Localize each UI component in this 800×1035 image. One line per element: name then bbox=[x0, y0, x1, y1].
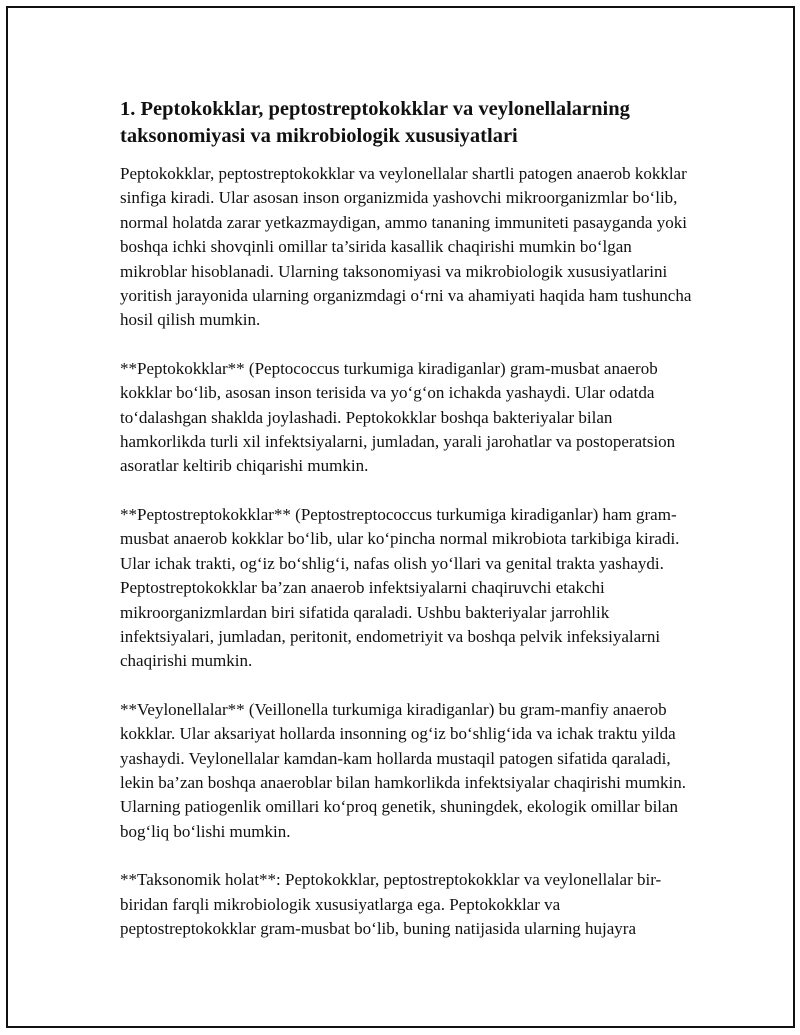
document-body bbox=[120, 96, 692, 941]
document-page bbox=[6, 6, 795, 1028]
paragraph-veylonellalar: **Veylonellalar** (Veillonella turkumiga kiradiganlar) bu gram-manfiy anaerob kokklar. Ular aksariyat hollarda insonning og‘iz bo‘shlig‘ida va ichak traktu yilda yashaydi. Veylonellalar kamdan-kam hollarda mustaqil patogen sifatida qaraladi, lekin ba’zan boshqa anaeroblar bilan hamkorlikda infektsiyalar chaqirishi mumkin. Ularning patiogenlik omillari ko‘proq genetik, shuningdek, ekologik omillar bilan bog‘liq bo‘lishi mumkin. bbox=[120, 699, 687, 841]
section-heading: 1. Peptokokklar, peptostreptokokklar va veylonellalarning taksonomiyasi va mikrobiologik xususiyatlari bbox=[120, 98, 630, 147]
paragraph-taksonomik-holat: **Taksonomik holat**: Peptokokklar, peptostreptokokklar va veylonellalar bir-biridan farqli mikrobiologik xususiyatlarga ega. Peptokokklar va peptostreptokokklar gram-musbat bo‘lib, buning natijasida ularning hujayra bbox=[120, 870, 662, 938]
paragraph-peptostreptokokklar: **Peptostreptokokklar** (Peptostreptococcus turkumiga kiradiganlar) ham gram-musbat anaerob kokklar bo‘lib, ular ko‘pincha normal mikrobiota tarkibiga kiradi. Ular ichak trakti, og‘iz bo‘shlig‘i, nafas olish yo‘llari va genital trakta yashaydi. Peptostreptokokklar ba’zan anaerob infektsiyalarni chaqiruvchi etakchi mikroorganizmlardan biri sifatida qaraladi. Ushbu bakteriyalar jarrohlik infektsiyalari, jumladan, peritonit, endometriyit va boshqa pelvik infeksiyalarni chaqirishi mumkin. bbox=[120, 504, 680, 671]
paragraph-intro: Peptokokklar, peptostreptokokklar va veylonellalar shartli patogen anaerob kokklar sinfiga kiradi. Ular asosan inson organizmida yashovchi mikroorganizmlar bo‘lib, normal holatda zarar yetkazmaydigan, ammo tananing immuniteti pasayganda yoki boshqa ichki shovqinli omillar ta’sirida kasallik chaqirishi mumkin bo‘lgan mikroblar hisoblanadi. Ularning taksonomiyasi va mikrobiologik xususiyatlarini yoritish jarayonida ularning organizmdagi o‘rni va ahamiyati haqida ham tushuncha hosil qilish mumkin. bbox=[120, 164, 692, 330]
paragraph-peptokokklar: **Peptokokklar** (Peptococcus turkumiga kiradiganlar) gram-musbat anaerob kokklar bo‘lib, asosan inson terisida va yo‘g‘on ichakda yashaydi. Ular odatda to‘dalashgan shaklda joylashadi. Peptokokklar boshqa bakteriyalar bilan hamkorlikda turli xil infektsiyalarni, jumladan, yarali jarohatlar va postoperatsion asoratlar keltirib chiqarishi mumkin. bbox=[120, 358, 676, 476]
